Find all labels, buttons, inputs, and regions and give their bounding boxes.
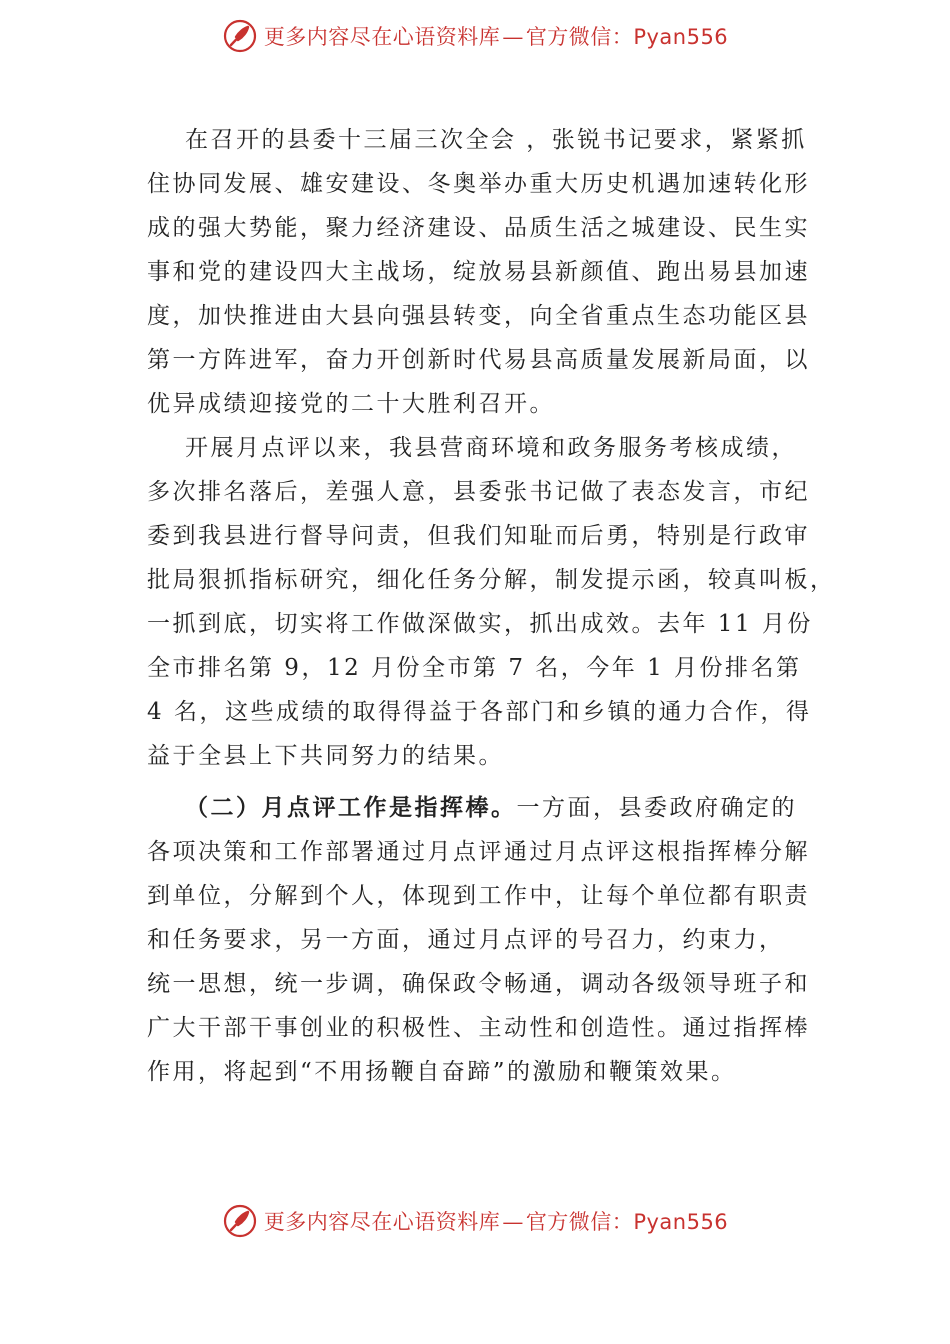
text-line: 优异成绩迎接党的二十大胜利召开。 (147, 391, 555, 417)
paragraph-2 (147, 426, 836, 778)
header-watermark-banner (0, 16, 950, 56)
quill-logo-icon (222, 18, 258, 54)
footer-watermark-banner (0, 1201, 950, 1241)
text-line: 4 名，这些成绩的取得得益于各部门和乡镇的通力合作，得 (147, 699, 812, 725)
banner-title: 更多内容尽在心语资料库 (263, 25, 501, 49)
text-line: 和任务要求，另一方面，通过月点评的号召力，约束力， (147, 927, 785, 953)
text-line: 开展月点评以来，我县营商环境和政务服务考核成绩， (185, 435, 797, 461)
text-line: 统一思想，统一步调，确保政令畅通，调动各级领导班子和 (147, 971, 810, 997)
text-line (147, 786, 813, 830)
banner-wechat-id: Pyan556 (633, 25, 729, 49)
text-line: 第一方阵进军，奋力开创新时代易县高质量发展新局面，以 (147, 347, 810, 373)
text-line: 成的强大势能，聚力经济建设、品质生活之城建设、民生实 (147, 215, 810, 241)
document-body (147, 118, 836, 1094)
banner-title: 更多内容尽在心语资料库 (263, 1210, 501, 1234)
quill-logo-icon (222, 1203, 258, 1239)
text-line: 全市排名第 9，12 月份全市第 7 名，今年 1 月份排名第 (147, 655, 802, 681)
text-line: 到单位，分解到个人，体现到工作中，让每个单位都有职责 (147, 883, 810, 909)
banner-text (264, 21, 728, 51)
text-line: 益于全县上下共同努力的结果。 (147, 743, 504, 769)
banner-wechat-label: 官方微信： (525, 1210, 634, 1234)
text-line: 住协同发展、雄安建设、冬奥举办重大历史机遇加速转化形 (147, 171, 810, 197)
banner-text (264, 1206, 728, 1236)
banner-separator: — (502, 25, 524, 49)
text-line: 批局狠抓指标研究，细化任务分解，制发提示函，较真叫板， (147, 567, 836, 593)
paragraph-3 (147, 786, 813, 1094)
banner-wechat-id: Pyan556 (633, 1210, 729, 1234)
section-heading: （二）月点评工作是指挥棒。 (185, 794, 517, 821)
paragraph-1 (147, 118, 813, 426)
text-line: 广大干部干事创业的积极性、主动性和创造性。通过指挥棒 (147, 1015, 810, 1041)
text-line: 作用，将起到“不用扬鞭自奋蹄”的激励和鞭策效果。 (147, 1059, 737, 1085)
text-line: 各项决策和工作部署通过月点评通过月点评这根指挥棒分解 (147, 839, 810, 865)
text-line: 一抓到底，切实将工作做深做实，抓出成效。去年 11 月份 (147, 611, 813, 637)
heading-line-rest: 一方面，县委政府确定的 (516, 795, 797, 821)
text-line: 委到我县进行督导问责，但我们知耻而后勇，特别是行政审 (147, 523, 810, 549)
text-line: 事和党的建设四大主战场，绽放易县新颜值、跑出易县加速 (147, 259, 810, 285)
banner-wechat-label: 官方微信： (525, 25, 634, 49)
text-line: 度，加快推进由大县向强县转变，向全省重点生态功能区县 (147, 303, 810, 329)
text-line: 在召开的县委十三届三次全会 ，张锐书记要求，紧紧抓 (185, 127, 807, 153)
text-line: 多次排名落后，差强人意，县委张书记做了表态发言，市纪 (147, 479, 810, 505)
banner-separator: — (502, 1210, 524, 1234)
